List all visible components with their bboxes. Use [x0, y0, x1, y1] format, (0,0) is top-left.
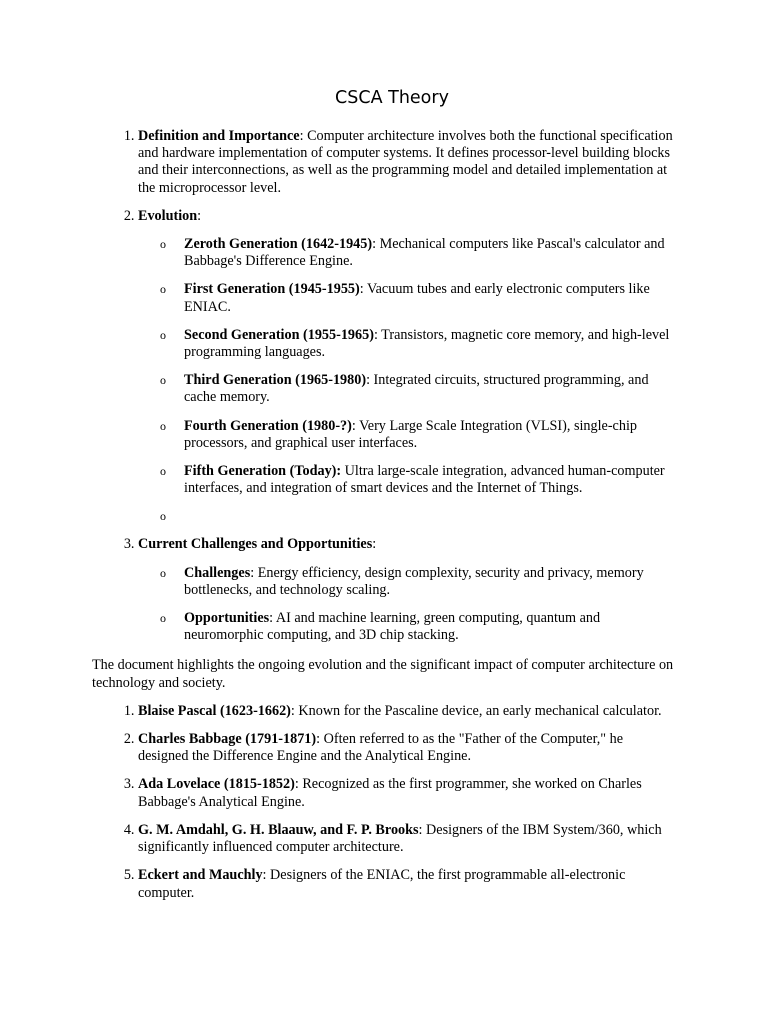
item-term: Definition and Importance	[138, 128, 300, 144]
item-text: : Computer architecture involves both the functional specification and hardware implementation of computer systems. It defines processor-level building blocks and their interconnections, as well as the programming model and detailed implementation at the microprocessor level.	[138, 128, 673, 196]
item-text: : Often referred to as the "Father of the Computer," he designed the Difference Engine and the Analytical Engine.	[138, 731, 624, 765]
person-item-babbage	[138, 731, 676, 765]
person-item-ibm-designers	[138, 822, 676, 856]
bullet-marker: o	[160, 373, 166, 388]
item-text: : Mechanical computers like Pascal's calculator and Babbage's Difference Engine.	[184, 236, 665, 270]
person-item-pascal	[138, 703, 676, 720]
item-term: G. M. Amdahl, G. H. Blaauw, and F. P. Brooks	[138, 821, 419, 838]
person-item-lovelace	[138, 776, 676, 810]
bullet-marker: o	[160, 282, 166, 297]
item-term: Ada Lovelace (1815-1852)	[138, 776, 295, 793]
item-term: Zeroth Generation (1642-1945)	[184, 236, 373, 253]
item-term: First Generation (1945-1955)	[184, 281, 360, 298]
summary-paragraph: The document highlights the ongoing evolution and the significant impact of computer architecture on technology and society.	[92, 657, 674, 691]
item-term: Evolution	[138, 207, 198, 224]
item-text: : Energy efficiency, design complexity, security and privacy, memory bottlenecks, and technology scaling.	[184, 564, 644, 598]
sub-item-zeroth-generation	[160, 236, 676, 270]
item-term: Current Challenges and Opportunities	[138, 536, 373, 553]
item-term: Challenges	[184, 564, 251, 581]
sub-item-fourth-generation	[160, 417, 676, 452]
item-term: Blaise Pascal (1623-1662)	[138, 702, 291, 719]
bullet-marker: o	[160, 237, 166, 252]
challenges-list	[138, 565, 676, 645]
document-page	[92, 86, 676, 913]
sub-item-second-generation	[160, 326, 676, 361]
item-term: Third Generation (1965-1980)	[184, 372, 367, 389]
sub-item-opportunities	[160, 610, 676, 644]
bullet-marker: o	[160, 327, 166, 342]
item-suffix: :	[372, 536, 377, 553]
sub-item-first-generation	[160, 281, 676, 315]
item-text: Ultra large-scale integration, advanced human-computer interfaces, and integration of smart devices and the Internet of Things.	[184, 463, 665, 497]
generations-list	[138, 236, 676, 525]
item-term: Charles Babbage (1791-1871)	[138, 731, 317, 748]
item-term: Fifth Generation (Today):	[184, 463, 342, 480]
item-text: : Known for the Pascaline device, an early mechanical calculator.	[290, 702, 662, 719]
item-text: : Designers of the IBM System/360, which significantly influenced computer architecture.	[138, 821, 662, 856]
item-text: : Vacuum tubes and early electronic computers like ENIAC.	[184, 281, 650, 315]
item-term: Opportunities	[184, 610, 270, 627]
list-item-definition	[138, 128, 676, 197]
item-text: : Designers of the ENIAC, the first programmable all-electronic computer.	[138, 867, 626, 901]
document-title: CSCA Theory	[335, 88, 449, 108]
item-text: : AI and machine learning, green computing, quantum and neuromorphic computing, and 3D chip stacking.	[184, 610, 601, 644]
item-term: Second Generation (1955-1965)	[184, 326, 374, 343]
item-text: : Recognized as the first programmer, she worked on Charles Babbage's Analytical Engine.	[138, 776, 642, 810]
sub-item-challenges	[160, 564, 676, 599]
list-item-challenges-opportunities	[138, 536, 676, 644]
people-list	[92, 703, 676, 902]
bullet-marker: o	[160, 611, 166, 626]
item-text: : Very Large Scale Integration (VLSI), single-chip processors, and graphical user interfaces.	[184, 417, 637, 451]
person-item-eckert-mauchly	[138, 867, 676, 901]
item-text: : Integrated circuits, structured programming, and cache memory.	[184, 372, 649, 406]
item-suffix: :	[197, 207, 202, 224]
sub-item-third-generation	[160, 372, 676, 406]
sub-item-fifth-generation	[160, 463, 676, 497]
sub-item-empty	[160, 508, 676, 525]
main-list	[92, 128, 676, 644]
list-item-evolution	[138, 208, 676, 526]
item-term: Eckert and Mauchly	[138, 867, 263, 884]
item-text: : Transistors, magnetic core memory, and high-level programming languages.	[184, 326, 670, 361]
item-term: Fourth Generation (1980-?)	[184, 417, 352, 434]
bullet-marker: o	[160, 509, 166, 524]
bullet-marker: o	[160, 464, 166, 479]
bullet-marker: o	[160, 418, 166, 433]
bullet-marker: o	[160, 565, 166, 580]
